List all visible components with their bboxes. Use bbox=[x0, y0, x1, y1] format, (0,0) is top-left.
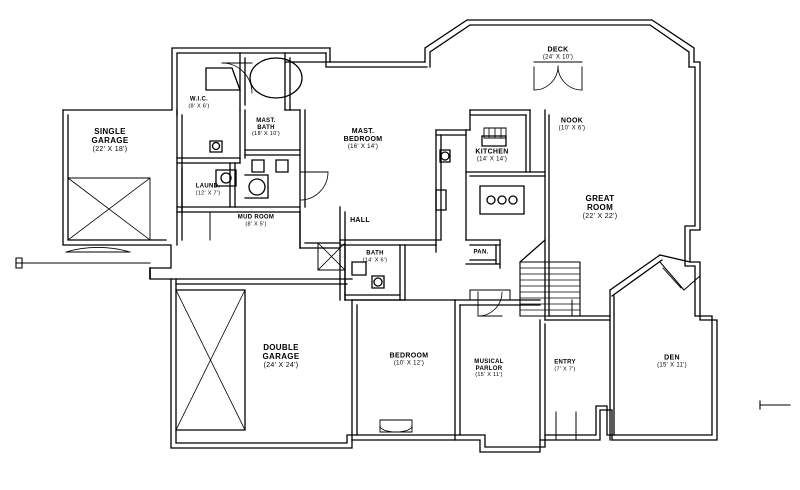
room-dimensions: (24' X 10') bbox=[542, 54, 574, 61]
room-name-line2: BEDROOM bbox=[343, 135, 383, 143]
room-name-line2: BATH bbox=[257, 124, 275, 131]
room-dimensions: (7' X 7') bbox=[554, 366, 576, 373]
room-dimensions: (14' X 6') bbox=[362, 257, 388, 264]
room-dimensions: (10' X 6') bbox=[558, 125, 586, 132]
room-name-line1: W.I.C. bbox=[189, 96, 209, 103]
room-name-line2: ROOM bbox=[586, 203, 614, 213]
room-dimensions: (10' X 12') bbox=[393, 360, 425, 367]
room-name-line1: BEDROOM bbox=[389, 352, 429, 360]
room-name-line1: LAUND. bbox=[195, 183, 221, 190]
room-dimensions: (16' X 14') bbox=[347, 143, 379, 150]
room-name-line1: BATH bbox=[366, 250, 384, 257]
room-name-line1: MUD ROOM bbox=[237, 214, 275, 221]
room-dimensions: (24' X 24') bbox=[263, 362, 299, 370]
room-dimensions: (18' X 10') bbox=[251, 131, 281, 138]
room-name-line1: GREAT bbox=[585, 194, 615, 204]
room-dimensions: (15' X 11') bbox=[657, 362, 687, 369]
room-dimensions: (8' X 5') bbox=[245, 221, 267, 228]
room-dimensions: (22' X 22') bbox=[582, 213, 618, 221]
room-name-line2: GARAGE bbox=[262, 352, 300, 362]
room-dimensions: (22' X 18') bbox=[92, 146, 128, 154]
room-name-line1: MAST. bbox=[351, 127, 375, 135]
room-name-line1: KITCHEN bbox=[475, 148, 509, 156]
room-dimensions: (14' X 14') bbox=[476, 156, 508, 163]
room-name-line2: PARLOR bbox=[475, 365, 503, 372]
room-name-line1: PAN. bbox=[473, 249, 489, 256]
room-name-line1: MAST. bbox=[256, 118, 276, 125]
room-name-line1: DEN bbox=[664, 354, 680, 362]
room-dimensions: (8' X 6') bbox=[188, 103, 210, 110]
room-name-line1: HALL bbox=[350, 217, 370, 225]
room-name-line1: SINGLE bbox=[94, 127, 126, 137]
room-name-line1: DOUBLE bbox=[263, 343, 299, 353]
room-name-line1: ENTRY bbox=[554, 359, 576, 366]
room-name-line2: GARAGE bbox=[91, 136, 129, 146]
room-dimensions: (12' X 7') bbox=[195, 190, 221, 197]
room-name-line1: NOOK bbox=[560, 117, 584, 125]
room-dimensions: (15' X 11') bbox=[475, 372, 503, 379]
room-name-line1: DECK bbox=[547, 46, 569, 54]
room-name-line1: MUSICAL bbox=[474, 359, 504, 366]
